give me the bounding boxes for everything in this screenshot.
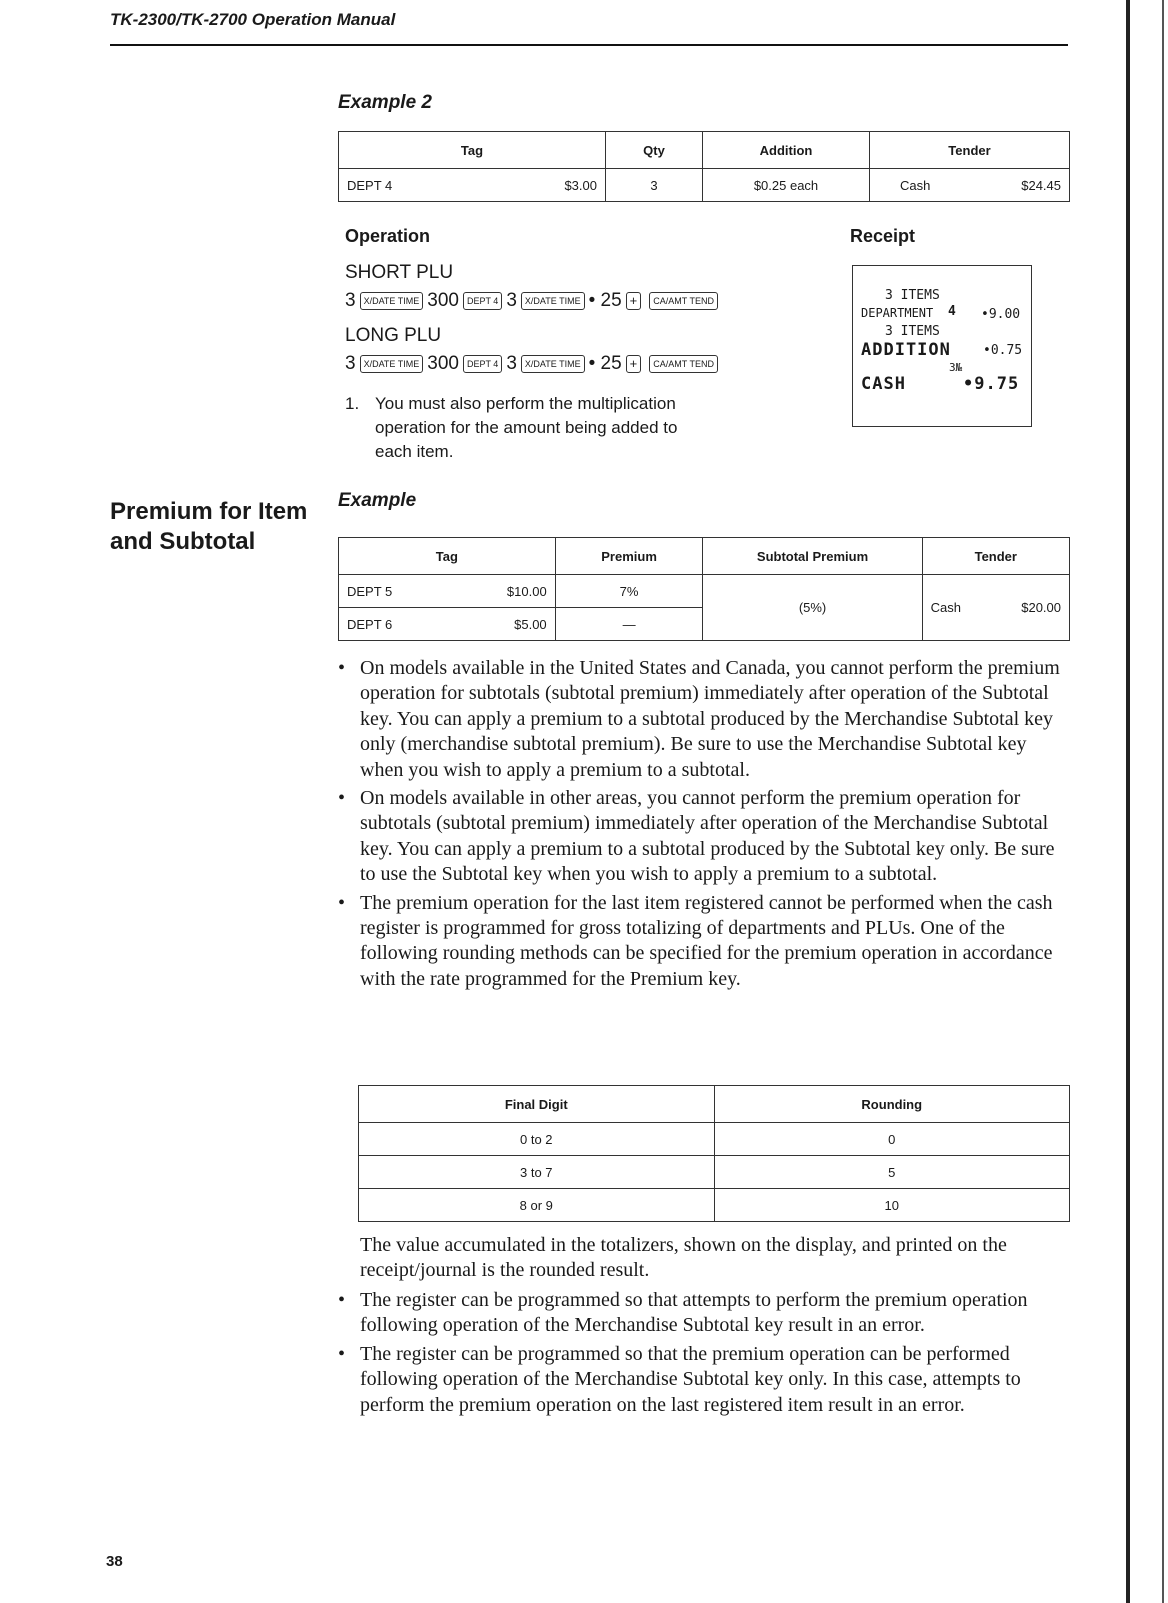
x-date-key: X/DATE TIME (521, 355, 585, 373)
header-rule (110, 44, 1068, 46)
tender-amount-cell: $24.45 (960, 169, 1069, 202)
receipt-line: CASH (861, 374, 906, 394)
final-digit-cell: 3 to 7 (359, 1156, 715, 1189)
tender-amount-cell: $20.00 (1013, 575, 1069, 641)
receipt-line: •0.75 (983, 343, 1023, 358)
list-item: • The register can be programmed so that the premium operation can be performed following operation of the Merchandise Subtotal key only. In this case, attempts to perform the premium operation on the last registered item result in an error. (338, 1342, 1068, 1418)
bullet-list (338, 656, 1068, 992)
bullet-text: On models available in the United States and Canada, you cannot perform the premium operation for subtotals (subtotal premium) immediately after operation of the Subtotal key. You can apply a premium to a subtotal produced by the Merchandise Subtotal key only (merchandise subtotal premium). Be sure to use the Merchandise Subtotal key when you wish to apply a premium to a subtotal. (360, 657, 1060, 781)
list-item: • The register can be programmed so that attempts to perform the premium operation following operation of the Merchandise Subtotal key result in an error. (338, 1288, 1068, 1339)
table-row (359, 1123, 1070, 1156)
tender-method-cell: Cash (922, 575, 1013, 641)
receipt-line: 3 ITEMS (885, 288, 940, 303)
receipt-line: 3 ITEMS (885, 324, 940, 339)
example-title: Example (338, 490, 417, 511)
x-date-key: X/DATE TIME (360, 292, 424, 310)
dept-name: DEPT 4 (347, 177, 393, 193)
addition-cell: $0.25 each (703, 169, 870, 202)
short-plu-label: SHORT PLU (345, 262, 454, 283)
rounding-cell: 10 (714, 1189, 1070, 1222)
rounding-table (358, 1085, 1070, 1222)
rounding-cell: 5 (714, 1156, 1070, 1189)
tag-cell (339, 169, 606, 202)
note-text: You must also perform the multiplication operation for the amount being added to each item. (375, 394, 678, 461)
col-header-rounding: Rounding (714, 1086, 1070, 1123)
final-digit-cell: 0 to 2 (359, 1123, 715, 1156)
receipt-line: •9.75 (963, 374, 1020, 394)
operation-title: Operation (345, 226, 431, 246)
plus-key: + (626, 292, 642, 310)
plus-key: + (626, 355, 642, 373)
ca-amt-tend-key: CA/AMT TEND (649, 292, 718, 310)
col-header-addition: Addition (703, 132, 870, 169)
operation-note (345, 392, 715, 464)
premium-cell: — (555, 608, 703, 641)
subtotal-premium-cell: (5%) (703, 575, 922, 641)
col-header-final-digit: Final Digit (359, 1086, 715, 1123)
x-date-key: X/DATE TIME (360, 355, 424, 373)
table-header-row (359, 1086, 1070, 1123)
dept-price: $3.00 (564, 177, 597, 193)
tag-cell (339, 575, 556, 608)
bullet-list (338, 1288, 1068, 1418)
tender-method-cell: Cash (870, 169, 961, 202)
rounding-note-paragraph: The value accumulated in the totalizers, shown on the display, and printed on the receipt/journal is the rounded result. (360, 1234, 1007, 1282)
note-number: 1. (345, 394, 360, 413)
section-heading: Premium for Item and Subtotal (110, 498, 308, 555)
col-header-qty: Qty (606, 132, 703, 169)
col-header-subtotal-premium: Subtotal Premium (703, 538, 922, 575)
scan-edge-line (1162, 0, 1164, 1603)
ca-amt-tend-key: CA/AMT TEND (649, 355, 718, 373)
tag-cell (339, 608, 556, 641)
dept-name: DEPT 5 (347, 583, 393, 599)
example2-title: Example 2 (338, 92, 432, 113)
col-header-tag: Tag (339, 132, 606, 169)
receipt-line: 4 (948, 304, 956, 319)
bullet-text: The register can be programmed so that the premium operation can be performed following operation of the Merchandise Subtotal key only. In this case, attempts to perform the premium operation on the last registered item result in an error. (360, 1342, 1021, 1416)
scan-edge-bar (1126, 0, 1130, 1603)
table-row (359, 1156, 1070, 1189)
final-digit-cell: 8 or 9 (359, 1189, 715, 1222)
running-title: TK-2300/TK-2700 Operation Manual (110, 10, 396, 29)
page-number: 38 (106, 1553, 123, 1570)
col-header-premium: Premium (555, 538, 703, 575)
table-row (359, 1189, 1070, 1222)
table-header-row (339, 132, 1070, 169)
table-row (339, 575, 1070, 608)
example2-table (338, 131, 1070, 202)
x-date-key: X/DATE TIME (521, 292, 585, 310)
long-plu-label: LONG PLU (345, 325, 442, 346)
receipt-line: 3№ (949, 361, 963, 374)
dept-price: $10.00 (506, 583, 547, 599)
receipt-title: Receipt (850, 226, 916, 246)
short-plu-sequence: 3 X/DATE TIME 300 DEPT 4 3 X/DATE TIME • 25 + CA/AMT TEND (345, 290, 722, 312)
receipt-image (852, 265, 1032, 427)
rounding-cell: 0 (714, 1123, 1070, 1156)
bullet-text: The register can be programmed so that attempts to perform the premium operation following operation of the Merchandise Subtotal key result in an error. (360, 1289, 1028, 1337)
dept-key: DEPT 4 (463, 292, 502, 310)
dept-key: DEPT 4 (463, 355, 502, 373)
premium-cell: 7% (555, 575, 703, 608)
col-header-tag: Tag (339, 538, 556, 575)
table-row (339, 169, 1070, 202)
list-item: • On models available in the United States and Canada, you cannot perform the premium operation for subtotals (subtotal premium) immediately after operation of the Subtotal key. You can apply a premium to a subtotal produced by the Merchandise Subtotal key only (merchandise subtotal premium). Be sure to use the Merchandise Subtotal key when you wish to apply a premium to a subtotal. (338, 656, 1068, 783)
long-plu-sequence: 3 X/DATE TIME 300 DEPT 4 3 X/DATE TIME • 25 + CA/AMT TEND (345, 353, 722, 375)
list-item: • The premium operation for the last item registered cannot be performed when the cash register is programmed for gross totalizing of departments and PLUs. One of the following rounding methods can be specified for the premium operation in accordance with the rate programmed for the Premium key. (338, 891, 1068, 993)
qty-cell: 3 (606, 169, 703, 202)
col-header-tender: Tender (922, 538, 1069, 575)
premium-example-table (338, 537, 1070, 641)
bullet-text: On models available in other areas, you cannot perform the premium operation for subtotals (subtotal premium) immediately after operation of the Merchandise Subtotal key. You can apply a premium to a subtotal produced by the Subtotal key only. Be sure to use the Subtotal key when you wish to apply a premium to a subtotal. (360, 787, 1055, 886)
table-header-row (339, 538, 1070, 575)
receipt-line: DEPARTMENT (861, 306, 934, 320)
dept-name: DEPT 6 (347, 616, 393, 632)
receipt-line: ADDITION (861, 340, 951, 360)
bullet-text: The premium operation for the last item registered cannot be performed when the cash register is programmed for gross totalizing of departments and PLUs. One of the following rounding methods can be specified for the premium operation in accordance with the rate programmed for the Premium key. (360, 891, 1053, 990)
col-header-tender: Tender (870, 132, 1070, 169)
list-item: • On models available in other areas, you cannot perform the premium operation for subtotals (subtotal premium) immediately after operation of the Merchandise Subtotal key. You can apply a premium to a subtotal produced by the Subtotal key only. Be sure to use the Subtotal key when you wish to apply a premium to a subtotal. (338, 786, 1068, 888)
receipt-line: •9.00 (981, 307, 1021, 322)
dept-price: $5.00 (514, 616, 547, 632)
